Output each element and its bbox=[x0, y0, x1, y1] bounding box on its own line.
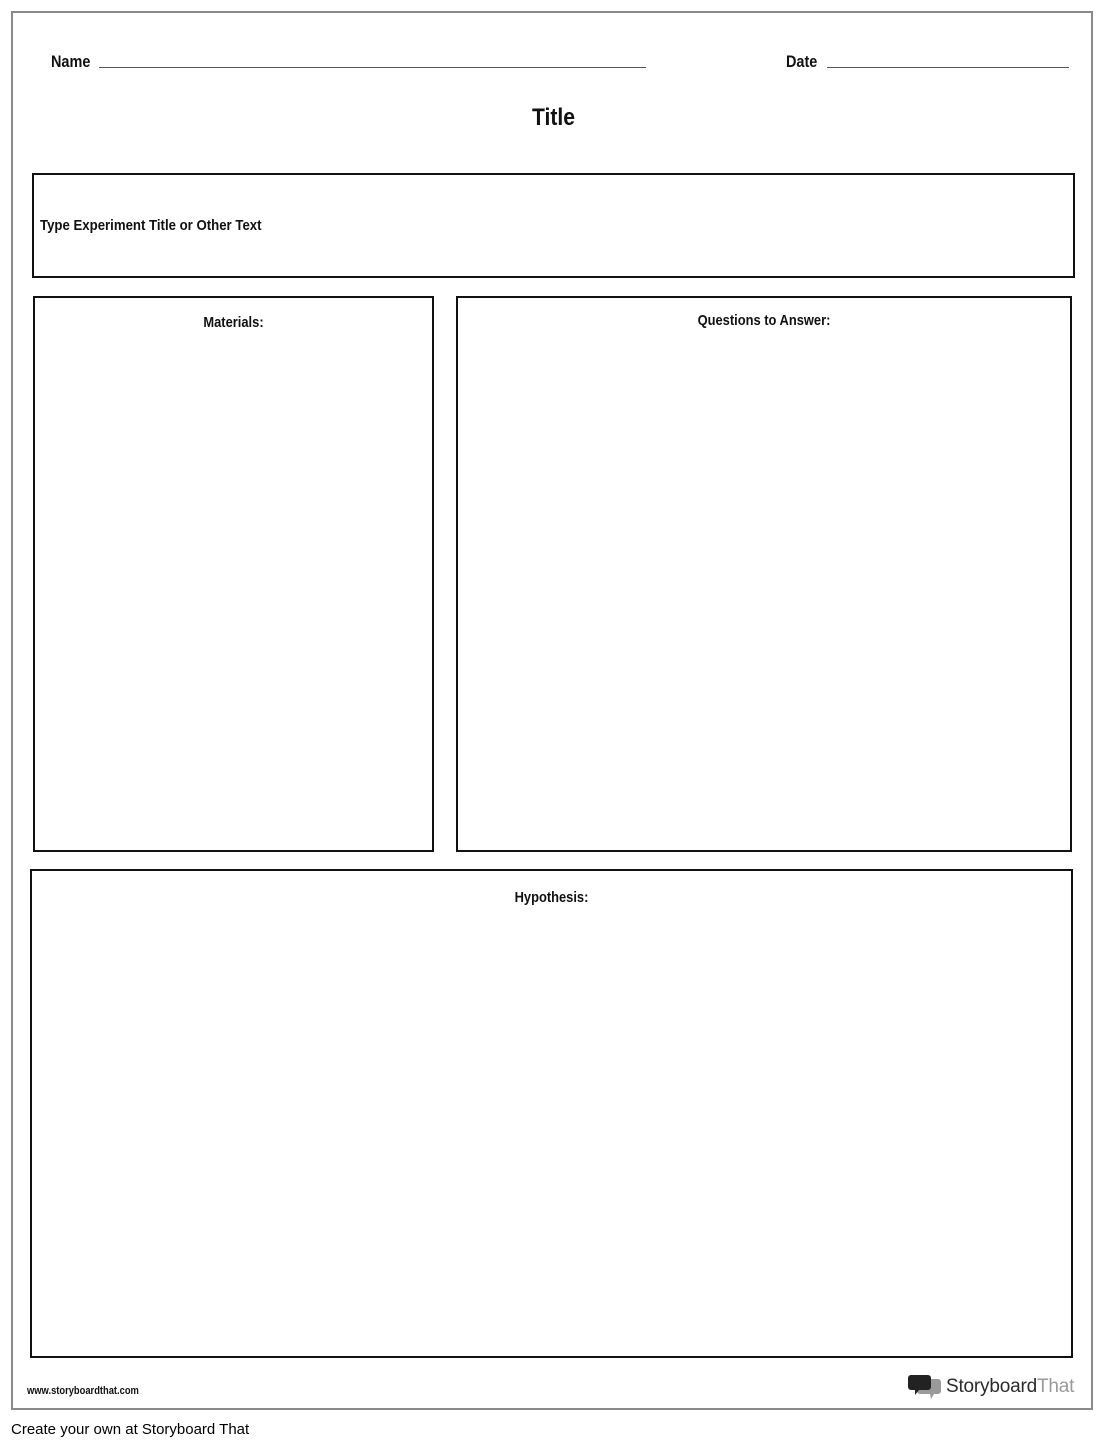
logo-wordmark: StoryboardThat bbox=[946, 1376, 1075, 1397]
materials-heading: Materials: bbox=[203, 314, 264, 331]
speech-bubbles-icon bbox=[908, 1373, 942, 1401]
footer-url: www.storyboardthat.com bbox=[27, 1385, 139, 1397]
create-your-own-caption[interactable]: Create your own at Storyboard That bbox=[11, 1421, 250, 1438]
materials-box[interactable] bbox=[33, 296, 434, 852]
hypothesis-heading: Hypothesis: bbox=[514, 889, 589, 906]
experiment-title-text: Type Experiment Title or Other Text bbox=[40, 217, 262, 234]
page-title: Title bbox=[531, 104, 576, 131]
name-line[interactable] bbox=[99, 67, 646, 68]
experiment-title-box[interactable] bbox=[32, 173, 1075, 278]
questions-box[interactable] bbox=[456, 296, 1072, 852]
questions-heading: Questions to Answer: bbox=[697, 312, 831, 329]
date-line[interactable] bbox=[827, 67, 1069, 68]
storyboardthat-logo bbox=[908, 1372, 1074, 1402]
date-label: Date bbox=[786, 52, 818, 71]
hypothesis-box[interactable] bbox=[30, 869, 1073, 1358]
name-label: Name bbox=[51, 52, 91, 71]
